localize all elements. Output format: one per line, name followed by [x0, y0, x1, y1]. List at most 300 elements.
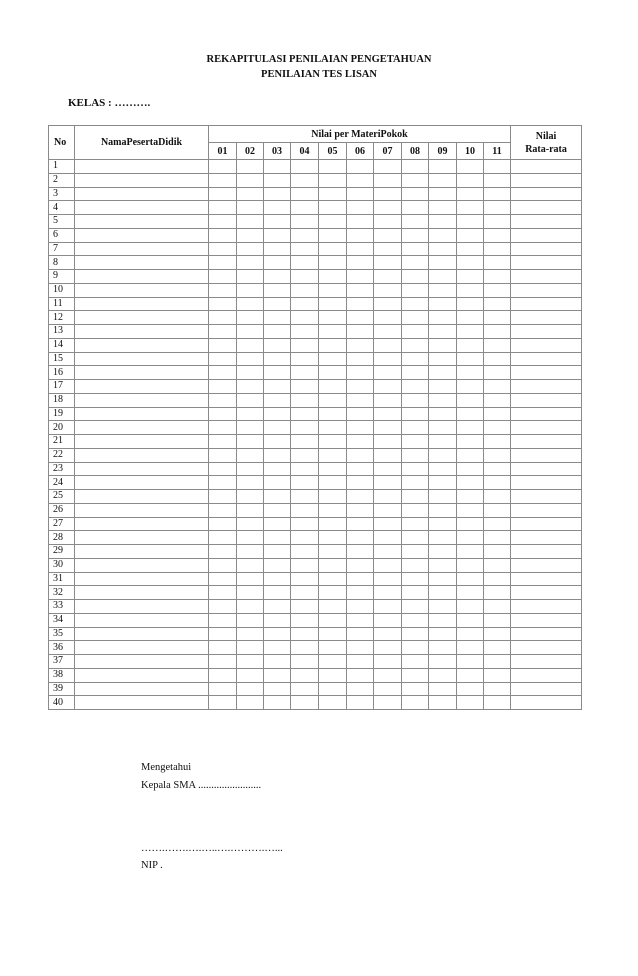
score-cell-11[interactable] — [484, 201, 511, 215]
score-cell-02[interactable] — [237, 380, 264, 394]
score-cell-10[interactable] — [457, 558, 484, 572]
score-cell-05[interactable] — [319, 613, 347, 627]
score-cell-01[interactable] — [209, 380, 237, 394]
score-cell-10[interactable] — [457, 270, 484, 284]
score-cell-10[interactable] — [457, 407, 484, 421]
score-cell-02[interactable] — [237, 448, 264, 462]
score-cell-08[interactable] — [402, 160, 429, 174]
score-cell-03[interactable] — [264, 228, 291, 242]
score-cell-04[interactable] — [291, 668, 319, 682]
score-cell-04[interactable] — [291, 256, 319, 270]
score-cell-01[interactable] — [209, 462, 237, 476]
score-cell-06[interactable] — [347, 228, 374, 242]
score-cell-11[interactable] — [484, 517, 511, 531]
average-cell[interactable] — [511, 435, 582, 449]
score-cell-05[interactable] — [319, 283, 347, 297]
score-cell-03[interactable] — [264, 242, 291, 256]
score-cell-03[interactable] — [264, 407, 291, 421]
score-cell-10[interactable] — [457, 393, 484, 407]
score-cell-03[interactable] — [264, 421, 291, 435]
score-cell-07[interactable] — [374, 558, 402, 572]
score-cell-09[interactable] — [429, 490, 457, 504]
score-cell-09[interactable] — [429, 586, 457, 600]
average-cell[interactable] — [511, 613, 582, 627]
score-cell-06[interactable] — [347, 270, 374, 284]
score-cell-09[interactable] — [429, 366, 457, 380]
score-cell-09[interactable] — [429, 421, 457, 435]
score-cell-03[interactable] — [264, 160, 291, 174]
score-cell-01[interactable] — [209, 476, 237, 490]
score-cell-03[interactable] — [264, 366, 291, 380]
score-cell-07[interactable] — [374, 338, 402, 352]
score-cell-07[interactable] — [374, 270, 402, 284]
average-cell[interactable] — [511, 187, 582, 201]
score-cell-08[interactable] — [402, 393, 429, 407]
score-cell-02[interactable] — [237, 696, 264, 710]
score-cell-02[interactable] — [237, 572, 264, 586]
score-cell-08[interactable] — [402, 407, 429, 421]
score-cell-04[interactable] — [291, 448, 319, 462]
score-cell-07[interactable] — [374, 228, 402, 242]
score-cell-10[interactable] — [457, 613, 484, 627]
student-name-cell[interactable] — [75, 600, 209, 614]
score-cell-01[interactable] — [209, 627, 237, 641]
score-cell-06[interactable] — [347, 613, 374, 627]
score-cell-07[interactable] — [374, 462, 402, 476]
score-cell-05[interactable] — [319, 297, 347, 311]
score-cell-04[interactable] — [291, 201, 319, 215]
student-name-cell[interactable] — [75, 338, 209, 352]
score-cell-07[interactable] — [374, 572, 402, 586]
student-name-cell[interactable] — [75, 627, 209, 641]
score-cell-01[interactable] — [209, 572, 237, 586]
score-cell-09[interactable] — [429, 641, 457, 655]
score-cell-07[interactable] — [374, 380, 402, 394]
score-cell-05[interactable] — [319, 352, 347, 366]
score-cell-09[interactable] — [429, 517, 457, 531]
student-name-cell[interactable] — [75, 572, 209, 586]
score-cell-06[interactable] — [347, 393, 374, 407]
score-cell-11[interactable] — [484, 325, 511, 339]
score-cell-01[interactable] — [209, 325, 237, 339]
score-cell-06[interactable] — [347, 407, 374, 421]
score-cell-08[interactable] — [402, 517, 429, 531]
score-cell-09[interactable] — [429, 325, 457, 339]
score-cell-06[interactable] — [347, 558, 374, 572]
score-cell-08[interactable] — [402, 242, 429, 256]
score-cell-08[interactable] — [402, 586, 429, 600]
score-cell-11[interactable] — [484, 297, 511, 311]
score-cell-11[interactable] — [484, 242, 511, 256]
score-cell-11[interactable] — [484, 448, 511, 462]
score-cell-03[interactable] — [264, 682, 291, 696]
average-cell[interactable] — [511, 558, 582, 572]
score-cell-03[interactable] — [264, 613, 291, 627]
score-cell-10[interactable] — [457, 448, 484, 462]
score-cell-08[interactable] — [402, 503, 429, 517]
score-cell-05[interactable] — [319, 215, 347, 229]
score-cell-02[interactable] — [237, 228, 264, 242]
average-cell[interactable] — [511, 572, 582, 586]
score-cell-04[interactable] — [291, 297, 319, 311]
score-cell-05[interactable] — [319, 627, 347, 641]
score-cell-05[interactable] — [319, 173, 347, 187]
score-cell-02[interactable] — [237, 503, 264, 517]
score-cell-07[interactable] — [374, 435, 402, 449]
average-cell[interactable] — [511, 627, 582, 641]
score-cell-11[interactable] — [484, 421, 511, 435]
student-name-cell[interactable] — [75, 325, 209, 339]
score-cell-01[interactable] — [209, 173, 237, 187]
average-cell[interactable] — [511, 476, 582, 490]
score-cell-09[interactable] — [429, 173, 457, 187]
score-cell-10[interactable] — [457, 462, 484, 476]
score-cell-07[interactable] — [374, 668, 402, 682]
score-cell-11[interactable] — [484, 600, 511, 614]
student-name-cell[interactable] — [75, 531, 209, 545]
score-cell-02[interactable] — [237, 160, 264, 174]
score-cell-01[interactable] — [209, 696, 237, 710]
score-cell-04[interactable] — [291, 696, 319, 710]
score-cell-08[interactable] — [402, 613, 429, 627]
score-cell-05[interactable] — [319, 201, 347, 215]
average-cell[interactable] — [511, 586, 582, 600]
score-cell-08[interactable] — [402, 352, 429, 366]
score-cell-05[interactable] — [319, 393, 347, 407]
average-cell[interactable] — [511, 160, 582, 174]
average-cell[interactable] — [511, 352, 582, 366]
score-cell-10[interactable] — [457, 696, 484, 710]
score-cell-08[interactable] — [402, 283, 429, 297]
score-cell-10[interactable] — [457, 421, 484, 435]
score-cell-02[interactable] — [237, 407, 264, 421]
score-cell-09[interactable] — [429, 448, 457, 462]
score-cell-07[interactable] — [374, 476, 402, 490]
score-cell-03[interactable] — [264, 696, 291, 710]
score-cell-10[interactable] — [457, 668, 484, 682]
score-cell-06[interactable] — [347, 462, 374, 476]
score-cell-06[interactable] — [347, 352, 374, 366]
average-cell[interactable] — [511, 325, 582, 339]
score-cell-08[interactable] — [402, 270, 429, 284]
score-cell-05[interactable] — [319, 572, 347, 586]
score-cell-05[interactable] — [319, 187, 347, 201]
score-cell-01[interactable] — [209, 297, 237, 311]
score-cell-07[interactable] — [374, 600, 402, 614]
score-cell-04[interactable] — [291, 462, 319, 476]
score-cell-02[interactable] — [237, 476, 264, 490]
score-cell-01[interactable] — [209, 655, 237, 669]
score-cell-04[interactable] — [291, 655, 319, 669]
score-cell-07[interactable] — [374, 531, 402, 545]
score-cell-09[interactable] — [429, 462, 457, 476]
score-cell-10[interactable] — [457, 531, 484, 545]
score-cell-07[interactable] — [374, 215, 402, 229]
score-cell-09[interactable] — [429, 187, 457, 201]
score-cell-06[interactable] — [347, 215, 374, 229]
average-cell[interactable] — [511, 655, 582, 669]
score-cell-07[interactable] — [374, 173, 402, 187]
score-cell-09[interactable] — [429, 380, 457, 394]
score-cell-11[interactable] — [484, 173, 511, 187]
score-cell-08[interactable] — [402, 668, 429, 682]
score-cell-06[interactable] — [347, 531, 374, 545]
score-cell-06[interactable] — [347, 696, 374, 710]
average-cell[interactable] — [511, 600, 582, 614]
score-cell-11[interactable] — [484, 476, 511, 490]
score-cell-10[interactable] — [457, 435, 484, 449]
score-cell-08[interactable] — [402, 256, 429, 270]
score-cell-09[interactable] — [429, 572, 457, 586]
score-cell-07[interactable] — [374, 325, 402, 339]
score-cell-07[interactable] — [374, 586, 402, 600]
score-cell-05[interactable] — [319, 256, 347, 270]
score-cell-11[interactable] — [484, 352, 511, 366]
score-cell-05[interactable] — [319, 448, 347, 462]
score-cell-02[interactable] — [237, 586, 264, 600]
score-cell-08[interactable] — [402, 201, 429, 215]
score-cell-07[interactable] — [374, 160, 402, 174]
score-cell-05[interactable] — [319, 338, 347, 352]
score-cell-05[interactable] — [319, 462, 347, 476]
score-cell-04[interactable] — [291, 338, 319, 352]
score-cell-11[interactable] — [484, 228, 511, 242]
score-cell-05[interactable] — [319, 160, 347, 174]
score-cell-07[interactable] — [374, 256, 402, 270]
average-cell[interactable] — [511, 311, 582, 325]
score-cell-06[interactable] — [347, 627, 374, 641]
average-cell[interactable] — [511, 366, 582, 380]
average-cell[interactable] — [511, 682, 582, 696]
score-cell-04[interactable] — [291, 407, 319, 421]
score-cell-04[interactable] — [291, 572, 319, 586]
score-cell-04[interactable] — [291, 531, 319, 545]
score-cell-06[interactable] — [347, 641, 374, 655]
score-cell-03[interactable] — [264, 668, 291, 682]
score-cell-07[interactable] — [374, 641, 402, 655]
score-cell-01[interactable] — [209, 503, 237, 517]
average-cell[interactable] — [511, 242, 582, 256]
student-name-cell[interactable] — [75, 393, 209, 407]
score-cell-08[interactable] — [402, 682, 429, 696]
score-cell-06[interactable] — [347, 655, 374, 669]
score-cell-10[interactable] — [457, 283, 484, 297]
score-cell-07[interactable] — [374, 517, 402, 531]
score-cell-08[interactable] — [402, 187, 429, 201]
score-cell-02[interactable] — [237, 297, 264, 311]
average-cell[interactable] — [511, 421, 582, 435]
score-cell-02[interactable] — [237, 490, 264, 504]
student-name-cell[interactable] — [75, 173, 209, 187]
score-cell-07[interactable] — [374, 297, 402, 311]
score-cell-11[interactable] — [484, 393, 511, 407]
student-name-cell[interactable] — [75, 201, 209, 215]
score-cell-02[interactable] — [237, 545, 264, 559]
score-cell-02[interactable] — [237, 600, 264, 614]
score-cell-02[interactable] — [237, 352, 264, 366]
score-cell-05[interactable] — [319, 655, 347, 669]
score-cell-09[interactable] — [429, 600, 457, 614]
score-cell-06[interactable] — [347, 490, 374, 504]
student-name-cell[interactable] — [75, 435, 209, 449]
score-cell-03[interactable] — [264, 380, 291, 394]
score-cell-06[interactable] — [347, 668, 374, 682]
score-cell-02[interactable] — [237, 682, 264, 696]
score-cell-03[interactable] — [264, 503, 291, 517]
average-cell[interactable] — [511, 173, 582, 187]
student-name-cell[interactable] — [75, 448, 209, 462]
score-cell-11[interactable] — [484, 311, 511, 325]
score-cell-02[interactable] — [237, 517, 264, 531]
student-name-cell[interactable] — [75, 668, 209, 682]
score-cell-11[interactable] — [484, 531, 511, 545]
score-cell-02[interactable] — [237, 270, 264, 284]
score-cell-01[interactable] — [209, 641, 237, 655]
score-cell-06[interactable] — [347, 256, 374, 270]
score-cell-08[interactable] — [402, 421, 429, 435]
student-name-cell[interactable] — [75, 311, 209, 325]
score-cell-08[interactable] — [402, 297, 429, 311]
score-cell-01[interactable] — [209, 160, 237, 174]
score-cell-01[interactable] — [209, 228, 237, 242]
score-cell-01[interactable] — [209, 558, 237, 572]
average-cell[interactable] — [511, 380, 582, 394]
score-cell-06[interactable] — [347, 338, 374, 352]
score-cell-04[interactable] — [291, 586, 319, 600]
score-cell-10[interactable] — [457, 641, 484, 655]
score-cell-03[interactable] — [264, 338, 291, 352]
score-cell-10[interactable] — [457, 586, 484, 600]
score-cell-05[interactable] — [319, 682, 347, 696]
score-cell-05[interactable] — [319, 366, 347, 380]
score-cell-08[interactable] — [402, 366, 429, 380]
score-cell-05[interactable] — [319, 600, 347, 614]
score-cell-03[interactable] — [264, 393, 291, 407]
score-cell-03[interactable] — [264, 600, 291, 614]
student-name-cell[interactable] — [75, 476, 209, 490]
score-cell-03[interactable] — [264, 435, 291, 449]
score-cell-06[interactable] — [347, 160, 374, 174]
score-cell-11[interactable] — [484, 407, 511, 421]
score-cell-09[interactable] — [429, 283, 457, 297]
score-cell-01[interactable] — [209, 490, 237, 504]
score-cell-01[interactable] — [209, 407, 237, 421]
score-cell-10[interactable] — [457, 366, 484, 380]
score-cell-07[interactable] — [374, 393, 402, 407]
score-cell-06[interactable] — [347, 173, 374, 187]
score-cell-04[interactable] — [291, 490, 319, 504]
score-cell-11[interactable] — [484, 613, 511, 627]
score-cell-07[interactable] — [374, 187, 402, 201]
score-cell-09[interactable] — [429, 503, 457, 517]
student-name-cell[interactable] — [75, 297, 209, 311]
score-cell-03[interactable] — [264, 476, 291, 490]
score-cell-02[interactable] — [237, 242, 264, 256]
score-cell-05[interactable] — [319, 325, 347, 339]
score-cell-01[interactable] — [209, 682, 237, 696]
score-cell-04[interactable] — [291, 366, 319, 380]
score-cell-08[interactable] — [402, 655, 429, 669]
score-cell-11[interactable] — [484, 160, 511, 174]
score-cell-01[interactable] — [209, 242, 237, 256]
score-cell-07[interactable] — [374, 366, 402, 380]
student-name-cell[interactable] — [75, 283, 209, 297]
score-cell-01[interactable] — [209, 256, 237, 270]
score-cell-02[interactable] — [237, 215, 264, 229]
score-cell-05[interactable] — [319, 228, 347, 242]
student-name-cell[interactable] — [75, 380, 209, 394]
score-cell-07[interactable] — [374, 655, 402, 669]
score-cell-03[interactable] — [264, 215, 291, 229]
score-cell-01[interactable] — [209, 435, 237, 449]
score-cell-03[interactable] — [264, 558, 291, 572]
score-cell-10[interactable] — [457, 627, 484, 641]
score-cell-05[interactable] — [319, 270, 347, 284]
average-cell[interactable] — [511, 696, 582, 710]
score-cell-09[interactable] — [429, 242, 457, 256]
score-cell-01[interactable] — [209, 613, 237, 627]
score-cell-09[interactable] — [429, 215, 457, 229]
score-cell-08[interactable] — [402, 490, 429, 504]
score-cell-07[interactable] — [374, 490, 402, 504]
score-cell-01[interactable] — [209, 545, 237, 559]
score-cell-08[interactable] — [402, 531, 429, 545]
score-cell-09[interactable] — [429, 201, 457, 215]
score-cell-09[interactable] — [429, 256, 457, 270]
score-cell-11[interactable] — [484, 270, 511, 284]
average-cell[interactable] — [511, 228, 582, 242]
score-cell-03[interactable] — [264, 325, 291, 339]
score-cell-07[interactable] — [374, 283, 402, 297]
score-cell-05[interactable] — [319, 242, 347, 256]
student-name-cell[interactable] — [75, 586, 209, 600]
student-name-cell[interactable] — [75, 228, 209, 242]
score-cell-04[interactable] — [291, 600, 319, 614]
score-cell-06[interactable] — [347, 435, 374, 449]
score-cell-07[interactable] — [374, 627, 402, 641]
score-cell-05[interactable] — [319, 641, 347, 655]
score-cell-08[interactable] — [402, 325, 429, 339]
score-cell-07[interactable] — [374, 696, 402, 710]
student-name-cell[interactable] — [75, 503, 209, 517]
score-cell-09[interactable] — [429, 696, 457, 710]
score-cell-03[interactable] — [264, 311, 291, 325]
score-cell-11[interactable] — [484, 655, 511, 669]
score-cell-04[interactable] — [291, 215, 319, 229]
score-cell-09[interactable] — [429, 476, 457, 490]
score-cell-11[interactable] — [484, 696, 511, 710]
score-cell-11[interactable] — [484, 435, 511, 449]
score-cell-05[interactable] — [319, 545, 347, 559]
score-cell-03[interactable] — [264, 490, 291, 504]
score-cell-04[interactable] — [291, 352, 319, 366]
score-cell-08[interactable] — [402, 448, 429, 462]
score-cell-01[interactable] — [209, 201, 237, 215]
score-cell-07[interactable] — [374, 682, 402, 696]
score-cell-01[interactable] — [209, 366, 237, 380]
student-name-cell[interactable] — [75, 517, 209, 531]
average-cell[interactable] — [511, 531, 582, 545]
average-cell[interactable] — [511, 270, 582, 284]
average-cell[interactable] — [511, 462, 582, 476]
score-cell-04[interactable] — [291, 173, 319, 187]
score-cell-09[interactable] — [429, 407, 457, 421]
student-name-cell[interactable] — [75, 187, 209, 201]
student-name-cell[interactable] — [75, 696, 209, 710]
score-cell-01[interactable] — [209, 448, 237, 462]
score-cell-03[interactable] — [264, 173, 291, 187]
score-cell-10[interactable] — [457, 476, 484, 490]
